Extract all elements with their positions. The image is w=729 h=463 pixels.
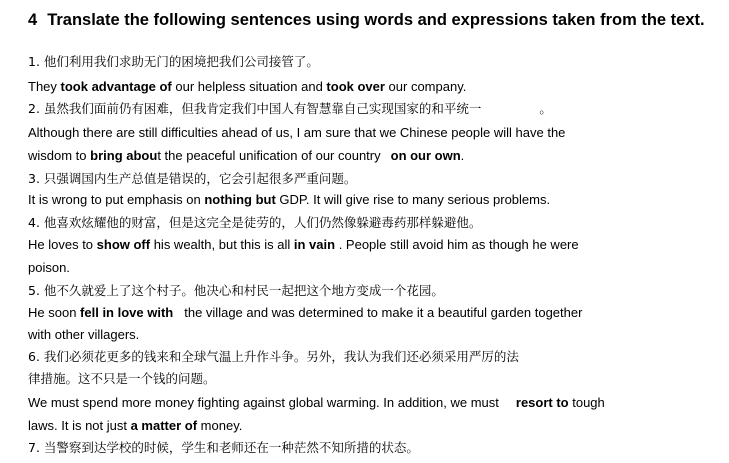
sentence-4-english-line2: poison. (28, 260, 70, 275)
exercise-title (28, 9, 708, 31)
sentence-5-english-line1: He soon fell in love with the village and was determined to make it a beautiful garden together (28, 305, 583, 320)
expression-a-matter-of: a matter of (130, 418, 198, 433)
sentence-6-english-line2: laws. It is not just a matter of money. (28, 418, 243, 433)
sentence-6-english-line1: We must spend more money fighting against global warming. In addition, we must resort to tough (28, 395, 605, 410)
sentence-5-chinese: 5. 他不久就爱上了这个村子。他决心和村民一起把这个地方变成一个花园。 (28, 283, 444, 298)
expression-in-vain: in vain (293, 237, 336, 252)
sentence-2-english-line1: Although there are still difficulties ahead of us, I am sure that we Chinese people will have the (28, 125, 566, 140)
sentence-2-chinese: 2. 虽然我们面前仍有困难，但我肯定我们中国人有智慧靠自己实现国家的和平统一 。 (28, 101, 552, 116)
expression-show-off: show off (96, 237, 151, 252)
expression-fell-in-love-with: fell in love with (80, 305, 174, 320)
exercise-number: 4 (28, 11, 38, 29)
sentence-6-chinese-line2: 律措施。这不只是一个钱的问题。 (28, 371, 216, 386)
sentence-4-english-line1: He loves to show off his wealth, but this is all in vain . People still avoid him as though he were (28, 237, 579, 252)
sentence-1-chinese: 1. 他们利用我们求助无门的困境把我们公司接管了。 (28, 54, 319, 69)
expression-took-over: took over (326, 79, 385, 94)
exercise-instruction: Translate the following sentences using words and expressions taken from the text. (47, 11, 705, 29)
sentence-4-chinese: 4. 他喜欢炫耀他的财富，但是这完全是徒劳的，人们仍然像躲避毒药那样躲避他。 (28, 215, 482, 230)
sentence-6-chinese-line1: 6. 我们必须花更多的钱来和全球气温上升作斗争。另外，我认为我们还必须采用严厉的法 (28, 349, 519, 364)
sentence-3-chinese: 3. 只强调国内生产总值是错误的，它会引起很多严重问题。 (28, 171, 357, 186)
sentence-1-english: They took advantage of our helpless situation and took over our company. (28, 79, 467, 94)
sentence-2-english-line2: wisdom to bring about the peaceful unification of our country on our own. (28, 148, 465, 163)
expression-nothing-but: nothing but (204, 192, 276, 207)
expression-on-our-own: on our own (390, 148, 461, 163)
sentence-7-chinese: 7. 当警察到达学校的时候，学生和老师还在一种茫然不知所措的状态。 (28, 440, 419, 455)
expression-resort-to: resort to (515, 395, 569, 410)
expression-took-advantage-of: took advantage of (60, 79, 172, 94)
expression-bring-about: bring abou (90, 148, 158, 163)
sentence-3-english: It is wrong to put emphasis on nothing but GDP. It will give rise to many serious problems. (28, 192, 551, 207)
sentence-5-english-line2: with other villagers. (28, 327, 140, 342)
